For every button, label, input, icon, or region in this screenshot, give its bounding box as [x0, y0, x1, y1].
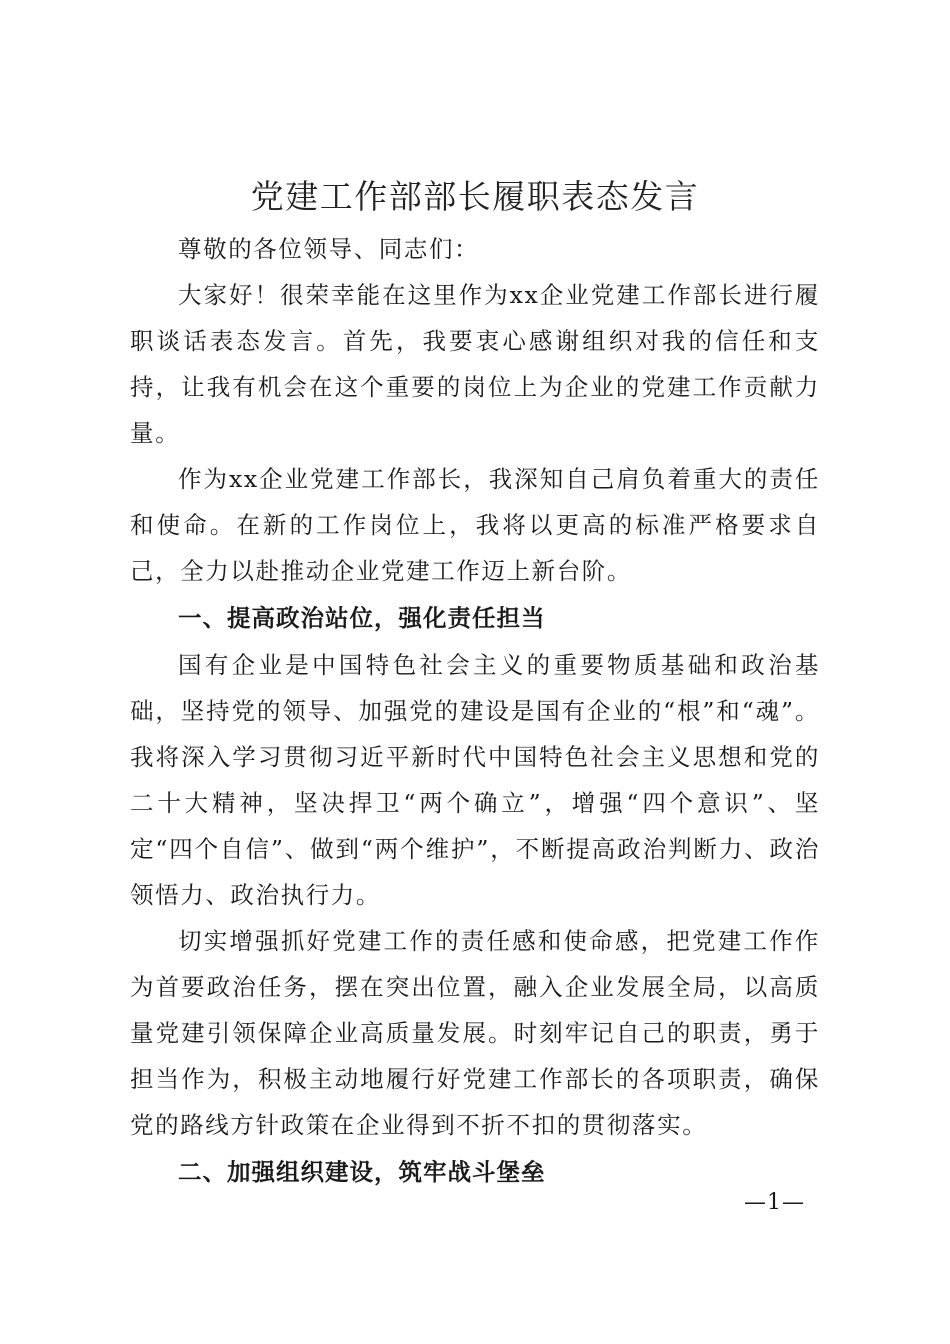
section-paragraph: 国有企业是中国特色社会主义的重要物质基础和政治基础，坚持党的领导、加强党的建设是国有企业的“根”和“魂”。我将深入学习贯彻习近平新时代中国特色社会主义思想和党的二十大精神，坚决捍卫“两个确立”，增强“四个意识”、坚定“四个自信”、做到“两个维护”，不断提高政治判断力、政治领悟力、政治执行力。	[130, 651, 820, 909]
document-body	[130, 172, 820, 1196]
document-title: 党建工作部部长履职表态发言	[250, 177, 700, 216]
section-heading: 一、提高政治站位，强化责任担当	[178, 604, 546, 632]
salutation: 尊敬的各位领导、同志们：	[178, 235, 480, 263]
section-heading: 二、加强组织建设，筑牢战斗堡垒	[178, 1158, 546, 1186]
intro-paragraph: 大家好！很荣幸能在这里作为xx企业党建工作部长进行履职谈话表态发言。首先，我要衷心感谢组织对我的信任和支持，让我有机会在这个重要的岗位上为企业的党建工作贡献力量。	[130, 281, 820, 447]
page-number: —1—	[744, 1190, 805, 1215]
section-paragraph: 切实增强抓好党建工作的责任感和使命感，把党建工作作为首要政治任务，摆在突出位置，融入企业发展全局，以高质量党建引领保障企业高质量发展。时刻牢记自己的职责，勇于担当作为，积极主动地履行好党建工作部长的各项职责，确保党的路线方针政策在企业得到不折不扣的贯彻落实。	[130, 927, 820, 1139]
intro-paragraph: 作为xx企业党建工作部长，我深知自己肩负着重大的责任和使命。在新的工作岗位上，我将以更高的标准严格要求自己，全力以赴推动企业党建工作迈上新台阶。	[130, 465, 820, 585]
